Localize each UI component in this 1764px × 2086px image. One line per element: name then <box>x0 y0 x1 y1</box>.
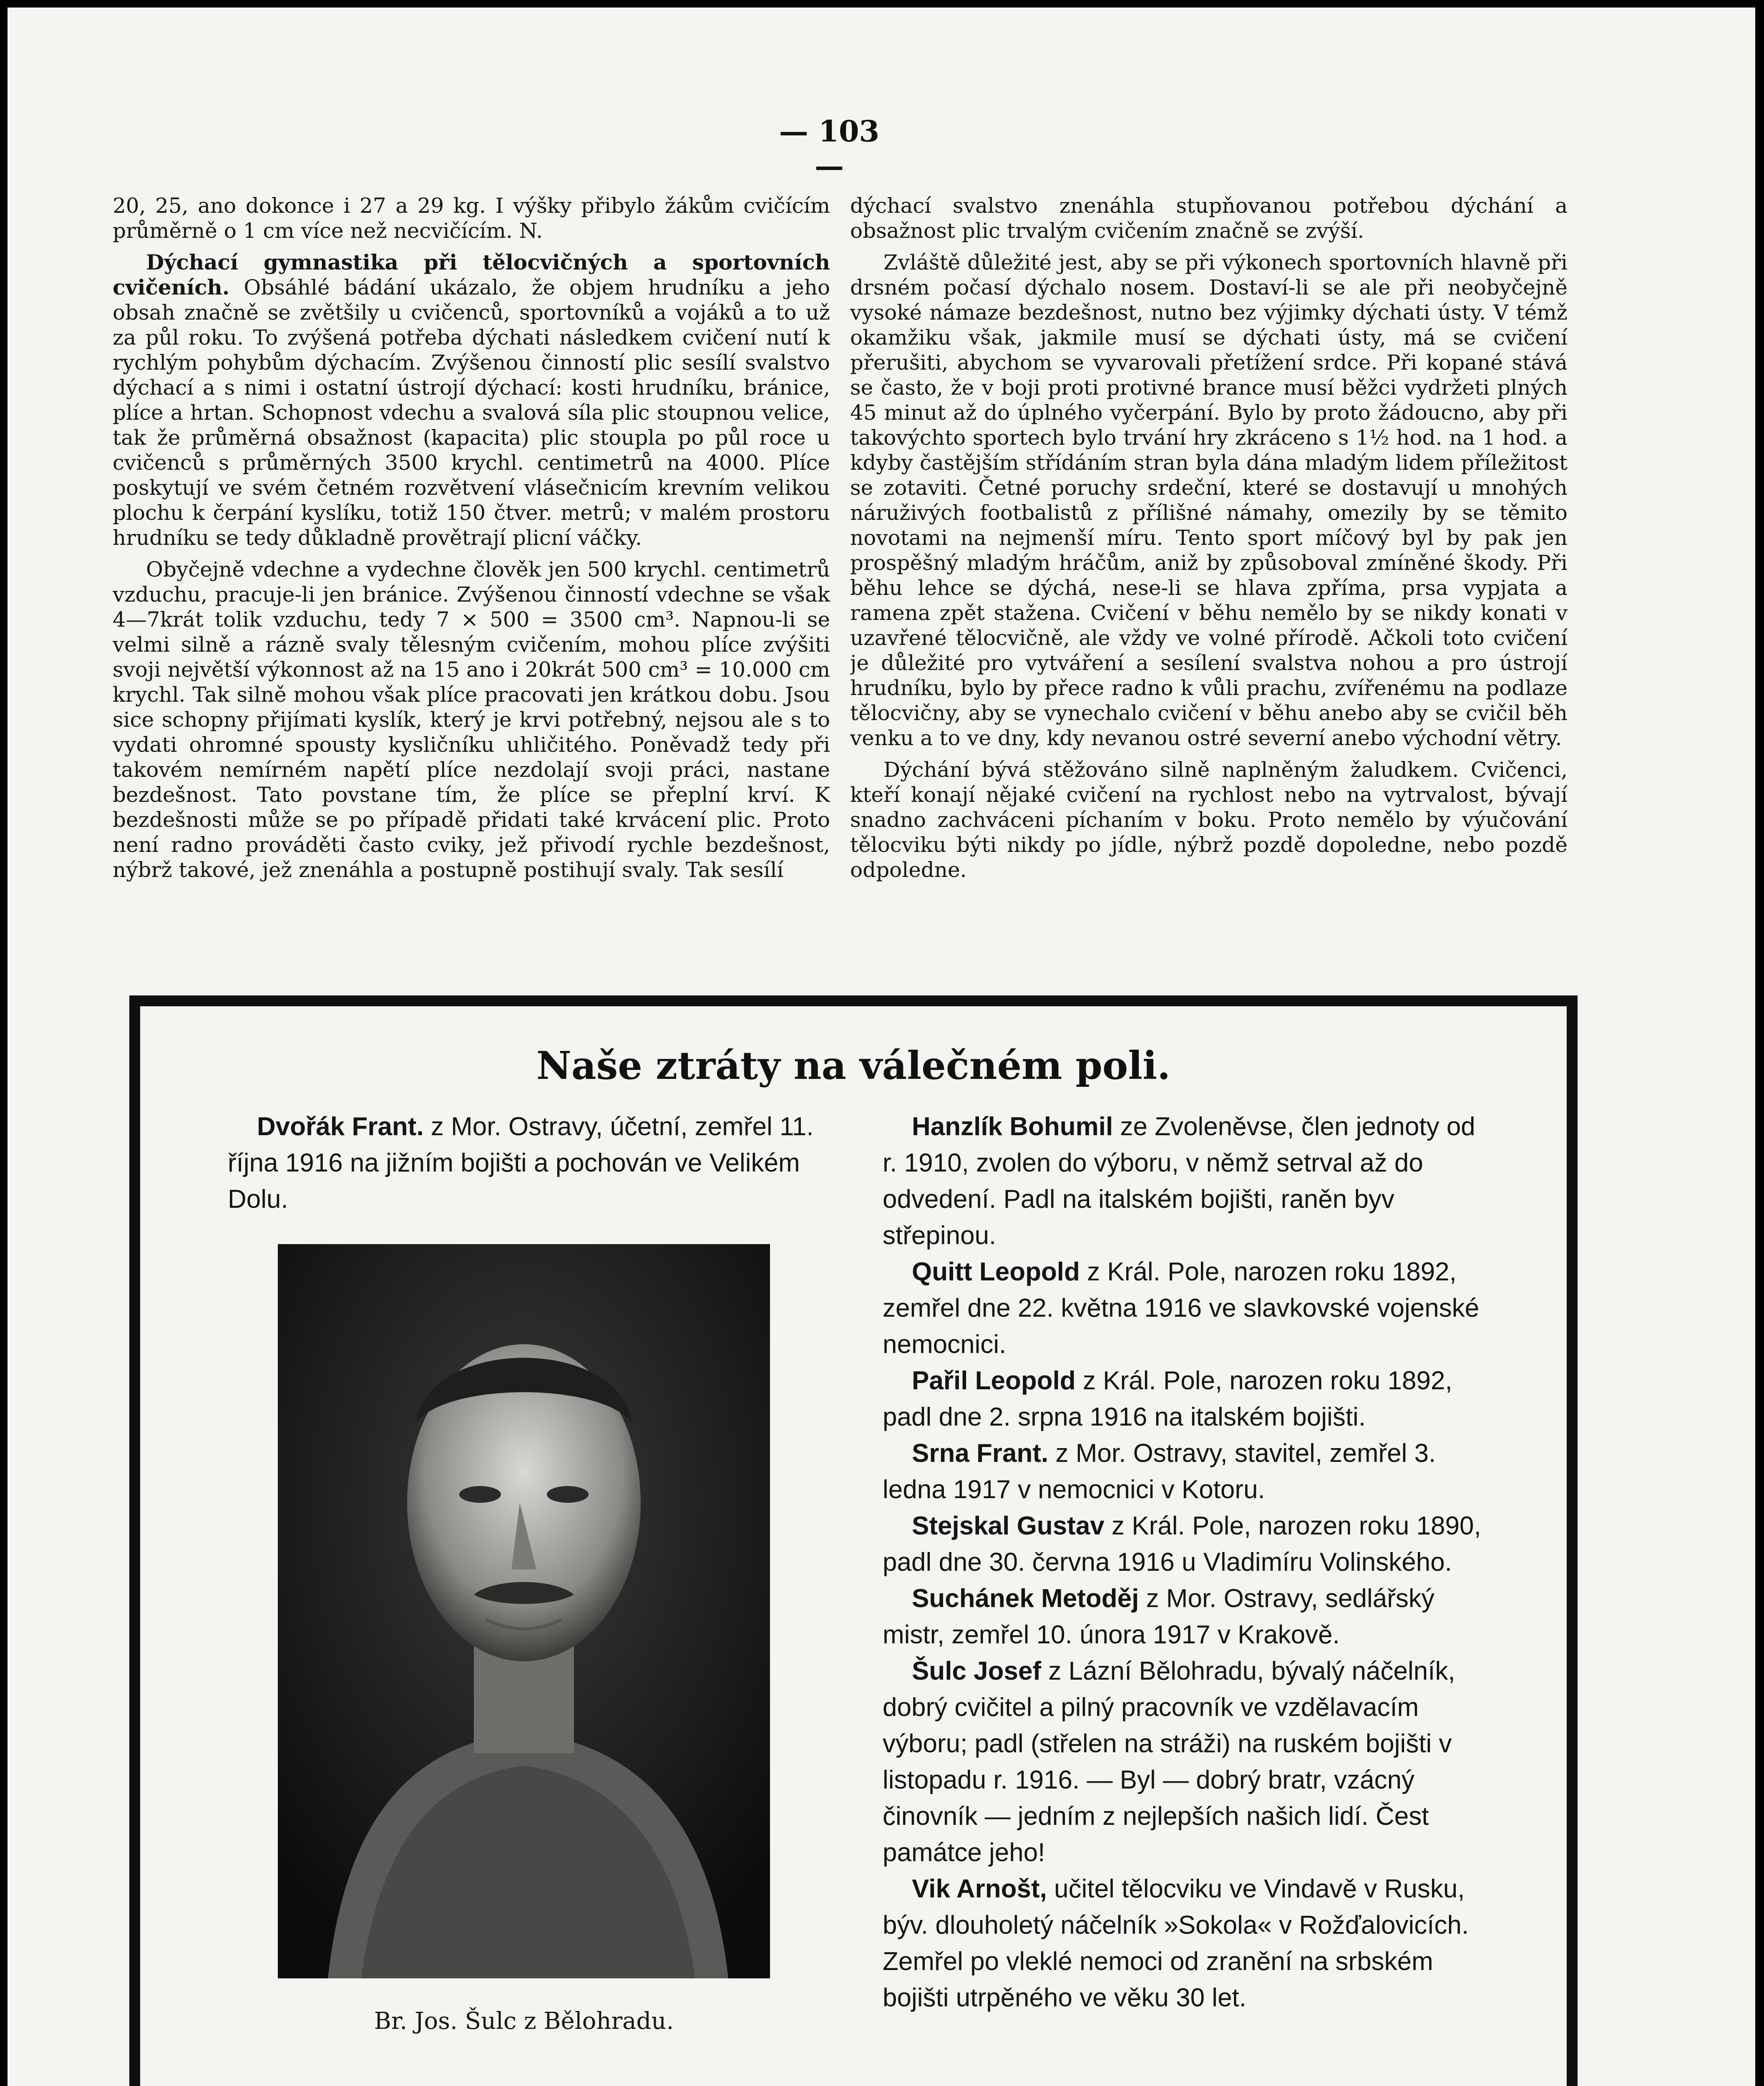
obituary-entry <box>883 1653 1492 1871</box>
section-heading: Dýchací gymnastika při tělocvičných a sportovních cvičeních. <box>113 250 830 300</box>
memorial-right-column <box>883 1109 1492 2016</box>
paragraph: Dýchání bývá stěžováno silně naplněným žaludkem. Cvičenci, kteří konají nějaké cvičení na rychlost nebo na vytrvalost, bývají snadno zachváceni píchaním v boku. Proto nemělo by výučování tělocviku býti nikdy po jídle, nýbrž pozdě dopoledne, nebo pozdě odpoledne. <box>850 758 1568 882</box>
memorial-box <box>129 995 1578 2086</box>
obituary-entry <box>883 1435 1492 1508</box>
obituary-name: Quitt Leopold <box>912 1257 1080 1286</box>
obituary-text: učitel tělocviku ve Vindavě v Rusku, býv. dlouholetý náčelník »Sokola« v Rožďalovicích. Zemřel po vleklé nemoci od zranění na srbském bojišti utrpěného ve věku 30 let. <box>883 1874 1469 2012</box>
obituary-entry <box>883 1109 1492 1254</box>
obituary-text: ze Zvoleněvse, člen jednoty od r. 1910, zvolen do výboru, v němž setrval až do odvedení. Padl na italském bojišti, raněn byv střepinou. <box>883 1112 1475 1250</box>
obituary-name: Pařil Leopold <box>912 1366 1076 1395</box>
obituary-entry <box>228 1109 837 1217</box>
page-number: — 103 — <box>779 114 880 183</box>
obituary-entry <box>883 1363 1492 1435</box>
obituary-name: Hanzlík Bohumil <box>912 1112 1113 1141</box>
paragraph-text: Obsáhlé bádání ukázalo, že objem hrudníku a jeho obsah značně se zvětšily u cvičenců, sportovníků a vojáků a to už za půl roku. To zvýšená potřeba dýchati následkem cvičení nutí k rychlým pohybům dýchacím. Zvýšenou činností plic sesílí svalstvo dýchací a s nimi i ostatní ústrojí dýchací: kosti hrudníku, bránice, plíce a hrtan. Schopnost vdechu a svalová síla plic stoupnou velice, tak že průměrná obsažnost (kapacita) plic stoupla po půl roce u cvičenců s průměrných 3500 krychl. centimetrů na 4000. Plíce poskytují ve svém četném rozvětvení vlásečnicím krevním velikou plochu k čerpání kyslíku, totiž 150 čtver. metrů; v malém prostoru hrudníku se tedy důkladně provětrají plicní váčky. <box>113 275 830 550</box>
paragraph <box>113 250 830 550</box>
portrait-illustration <box>278 1244 770 1978</box>
paragraph: dýchací svalstvo znenáhla stupňovanou potřebou dýchání a obsažnost plic trvalým cvičením značně se zvýší. <box>850 194 1568 243</box>
paragraph: Zvláště důležité jest, aby se při výkonech sportovních hlavně při drsném počasí dýchalo nosem. Dostaví-li se ale při neobyčejně vysoké námaze bezdešnost, nutno bez výjimky dýchati ústy. V témž okamžiku však, jakmile musí se dýchati ústy, má se cvičení přerušiti, abychom se vyvarovali přetížení srdce. Při kopané stává se často, že v boji proti protivné brance musí běžci vydržeti plných 45 minut až do úplného vyčerpání. Bylo by proto žádoucno, aby při takovýchto sportech bylo trvání hry zkráceno s 1½ hod. na 1 hod. a kdyby častějším střídáním stran byla dána mladým lidem příležitost se zotaviti. Četné poruchy srdeční, které se dostavují u mnohých náruživých footbalistů z přílišné námahy, omezily by se těmito novotami na nejmenší míru. Tento sport míčový byl by pak jen prospěšný mladým hráčům, aniž by způsoboval zmíněné škody. Při běhu lehce se dýchá, nese-li se hlava zpříma, prsa vypjata a ramena zpět stažena. Cvičení v běhu nemělo by se nikdy konati v uzavřené tělocvičně, ale vždy ve volné přírodě. Ačkoli toto cvičení je důležité pro vytváření a sesílení svalstva nohou a pro ústrojí hrudníku, bylo by přece radno k vůli prachu, zvířenému na podlaze tělocvičny, aby se vynechalo cvičení v běhu anebo aby se cvičil běh venku a to ve dny, kdy nevanou ostré severní anebo východní větry. <box>850 250 1568 750</box>
obituary-name: Šulc Josef <box>912 1657 1042 1685</box>
obituary-entry <box>883 1254 1492 1363</box>
obituary-name: Suchánek Metoděj <box>912 1584 1139 1613</box>
obituary-text: z Král. Pole, narozen roku 1890, padl dne 30. června 1916 u Vladimíru Volinského. <box>883 1512 1481 1577</box>
obituary-text: z Mor. Ostravy, stavitel, zemřel 3. ledna 1917 v nemocnici v Kotoru. <box>883 1439 1436 1504</box>
obituary-name: Vik Arnošt, <box>912 1874 1047 1903</box>
obituary-name: Srna Frant. <box>912 1439 1049 1468</box>
right-column <box>850 193 1568 986</box>
obituary-text: z Lázní Bělohradu, bývalý náčelník, dobrý cvičitel a pilný pracovník ve vzdělavacím výboru; padl (střelen na stráži) na ruském bojišti v listopadu r. 1916. — Byl — dobrý bratr, vzácný činovník — jedním z nejlepších našich lidí. Čest památce jeho! <box>883 1657 1455 1867</box>
obituary-name: Dvořák Frant. <box>257 1112 424 1141</box>
portrait-photo <box>278 1244 770 1978</box>
obituary-text: z Mor. Ostravy, sedlářský mistr, zemřel 10. února 1917 v Krakově. <box>883 1584 1434 1649</box>
obituary-entry <box>883 1871 1492 2016</box>
photo-caption: Br. Jos. Šulc z Bělohradu. <box>374 2008 674 2035</box>
memorial-title: Naše ztráty na válečném poli. <box>536 1043 1171 1088</box>
obituary-text: z Král. Pole, narozen roku 1892, padl dne 2. srpna 1916 na italském bojišti. <box>883 1366 1452 1431</box>
memorial-left-column <box>228 1109 837 1217</box>
page <box>8 8 1755 2086</box>
obituary-name: Stejskal Gustav <box>912 1512 1105 1540</box>
paragraph: 20, 25, ano dokonce i 27 a 29 kg. I výšky přibylo žákům cvičícím průměrně o 1 cm více než necvičícím. N. <box>113 194 830 243</box>
paragraph: Obyčejně vdechne a vydechne člověk jen 500 krychl. centimetrů vzduchu, pracuje-li jen bránice. Zvýšenou činností vdechne se však 4—7krát tolik vzduchu, tedy 7 × 500 = 3500 cm³. Napnou-li se velmi silně a rázně svaly tělesným cvičením, mohou plíce zvýšiti svoji největší výkonnost až na 15 ano i 20krát 500 cm³ = 10.000 cm krychl. Tak silně mohou však plíce pracovati jen krátkou dobu. Jsou sice schopny přijímati kyslík, který je krvi potřebný, nejsou ale s to vydati ohromné spousty kysličníku uhličitého. Poněvadž tedy při takovém nemírném napětí plíce nezdolají svoji práci, nastane bezdešnost. Tato povstane tím, že plíce se přeplní krví. K bezdešnosti může se po případě přidati také krvácení plic. Proto není radno prováděti často cviky, jež přivodí rychle bezdešnost, nýbrž takové, jež znenáhla a postupně postihují svaly. Tak sesílí <box>113 557 830 882</box>
obituary-entry <box>883 1508 1492 1580</box>
obituary-entry <box>883 1580 1492 1653</box>
obituary-text: z Král. Pole, narozen roku 1892, zemřel dne 22. května 1916 ve slavkovské vojenské nemocnici. <box>883 1257 1480 1359</box>
left-column <box>113 193 830 986</box>
obituary-text: z Mor. Ostravy, účetní, zemřel 11. října 1916 na jižním bojišti a pochován ve Velikém Dolu. <box>228 1112 814 1214</box>
